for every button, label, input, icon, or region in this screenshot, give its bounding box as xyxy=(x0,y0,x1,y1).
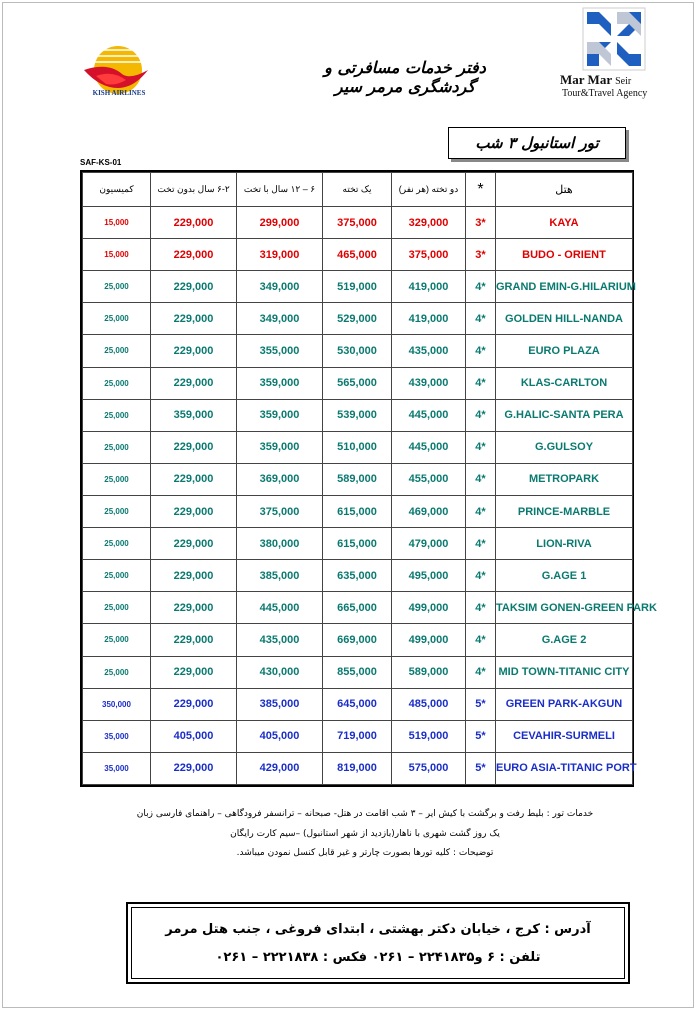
cell-child-2-6: 229,000 xyxy=(151,271,237,303)
cell-double: 499,000 xyxy=(392,624,466,656)
address-inner xyxy=(131,907,625,979)
cell-commission: 25,000 xyxy=(83,528,151,560)
cell-child-6-12: 435,000 xyxy=(237,624,323,656)
table-row xyxy=(83,656,633,688)
cell-single: 565,000 xyxy=(323,367,392,399)
cell-double: 485,000 xyxy=(392,688,466,720)
agency-name-main: Mar Mar xyxy=(560,72,612,87)
cell-child-2-6: 405,000 xyxy=(151,720,237,752)
cell-commission: 25,000 xyxy=(83,271,151,303)
cell-star: 5* xyxy=(466,752,496,784)
cell-single: 719,000 xyxy=(323,720,392,752)
cell-child-6-12: 359,000 xyxy=(237,399,323,431)
cell-child-2-6: 229,000 xyxy=(151,560,237,592)
cell-single: 539,000 xyxy=(323,399,392,431)
table-row xyxy=(83,720,633,752)
cell-child-2-6: 229,000 xyxy=(151,495,237,527)
cell-child-6-12: 430,000 xyxy=(237,656,323,688)
cell-child-2-6: 229,000 xyxy=(151,624,237,656)
cell-star: 4* xyxy=(466,463,496,495)
cell-single: 615,000 xyxy=(323,495,392,527)
cell-star: 4* xyxy=(466,560,496,592)
table-row xyxy=(83,528,633,560)
cell-child-6-12: 299,000 xyxy=(237,207,323,239)
cell-child-6-12: 319,000 xyxy=(237,239,323,271)
cell-double: 329,000 xyxy=(392,207,466,239)
cell-child-6-12: 445,000 xyxy=(237,592,323,624)
tour-code: SAF-KS-01 xyxy=(80,158,122,167)
cell-double: 469,000 xyxy=(392,495,466,527)
cell-hotel: KAYA xyxy=(496,207,633,239)
cell-commission: 25,000 xyxy=(83,399,151,431)
cell-hotel: GRAND EMIN-G.HILARIUM xyxy=(496,271,633,303)
address-line: آدرس : کرج ، خیابان دکتر بهشتی ، ابتدای فروغی ، جنب هتل مرمر xyxy=(165,922,591,937)
table-row xyxy=(83,560,633,592)
cell-child-6-12: 429,000 xyxy=(237,752,323,784)
cell-child-6-12: 380,000 xyxy=(237,528,323,560)
cell-hotel: G.GULSOY xyxy=(496,431,633,463)
cell-star: 4* xyxy=(466,592,496,624)
cell-child-2-6: 229,000 xyxy=(151,367,237,399)
cell-star: 4* xyxy=(466,303,496,335)
cell-commission: 25,000 xyxy=(83,560,151,592)
cell-single: 645,000 xyxy=(323,688,392,720)
cell-single: 375,000 xyxy=(323,207,392,239)
cell-commission: 25,000 xyxy=(83,335,151,367)
cell-double: 575,000 xyxy=(392,752,466,784)
cell-child-6-12: 349,000 xyxy=(237,303,323,335)
agency-name-suffix: Seir xyxy=(615,76,632,87)
cell-hotel: METROPARK xyxy=(496,463,633,495)
cell-single: 589,000 xyxy=(323,463,392,495)
agency-subtitle: Tour&Travel Agency xyxy=(562,88,648,99)
cell-child-6-12: 385,000 xyxy=(237,560,323,592)
table-row xyxy=(83,239,633,271)
cell-child-2-6: 359,000 xyxy=(151,399,237,431)
cell-child-6-12: 369,000 xyxy=(237,463,323,495)
cell-commission: 25,000 xyxy=(83,367,151,399)
cell-commission: 25,000 xyxy=(83,431,151,463)
cell-double: 519,000 xyxy=(392,720,466,752)
cell-double: 499,000 xyxy=(392,592,466,624)
cell-child-6-12: 355,000 xyxy=(237,335,323,367)
cell-star: 3* xyxy=(466,207,496,239)
cell-child-6-12: 359,000 xyxy=(237,431,323,463)
cell-star: 4* xyxy=(466,367,496,399)
cell-double: 479,000 xyxy=(392,528,466,560)
services-line-1: خدمات تور : بلیط رفت و برگشت با کیش ایر – ۳ شب اقامت در هتل- صبحانه – ترانسفر فرودگاهی – راهنمای فارسی زبان xyxy=(136,809,594,819)
cell-commission: 25,000 xyxy=(83,656,151,688)
cell-star: 5* xyxy=(466,720,496,752)
cell-child-2-6: 229,000 xyxy=(151,688,237,720)
cell-double: 419,000 xyxy=(392,271,466,303)
cell-star: 4* xyxy=(466,624,496,656)
cell-single: 855,000 xyxy=(323,656,392,688)
cell-star: 3* xyxy=(466,239,496,271)
cell-star: 4* xyxy=(466,399,496,431)
cell-hotel: CEVAHIR-SURMELI xyxy=(496,720,633,752)
cell-single: 529,000 xyxy=(323,303,392,335)
cell-commission: 35,000 xyxy=(83,720,151,752)
price-table-grid xyxy=(82,172,657,785)
cell-hotel: G.HALIC-SANTA PERA xyxy=(496,399,633,431)
table-row xyxy=(83,592,633,624)
cell-hotel: EURO ASIA-TITANIC PORT xyxy=(496,752,633,784)
cell-hotel: G.AGE 2 xyxy=(496,624,633,656)
cell-hotel: KLAS-CARLTON xyxy=(496,367,633,399)
cell-child-2-6: 229,000 xyxy=(151,528,237,560)
cell-double: 445,000 xyxy=(392,431,466,463)
cell-single: 669,000 xyxy=(323,624,392,656)
cell-child-2-6: 229,000 xyxy=(151,303,237,335)
cell-double: 375,000 xyxy=(392,239,466,271)
cell-child-2-6: 229,000 xyxy=(151,463,237,495)
cell-single: 510,000 xyxy=(323,431,392,463)
cell-commission: 350,000 xyxy=(83,688,151,720)
cell-child-6-12: 375,000 xyxy=(237,495,323,527)
cell-commission: 25,000 xyxy=(83,303,151,335)
cell-child-2-6: 229,000 xyxy=(151,239,237,271)
cell-single: 519,000 xyxy=(323,271,392,303)
table-row xyxy=(83,335,633,367)
cell-star: 4* xyxy=(466,528,496,560)
cell-child-6-12: 359,000 xyxy=(237,367,323,399)
cell-double: 419,000 xyxy=(392,303,466,335)
table-row xyxy=(83,463,633,495)
cell-hotel: PRINCE-MARBLE xyxy=(496,495,633,527)
cell-child-6-12: 405,000 xyxy=(237,720,323,752)
header-child-2-6: ۶-۲ سال بدون تخت xyxy=(151,173,237,207)
cell-single: 665,000 xyxy=(323,592,392,624)
cell-star: 4* xyxy=(466,431,496,463)
header-hotel: هتل xyxy=(496,173,633,207)
phone-fax-line: تلفن : ۶ و۲۲۴۱۸۳۵ – ۰۲۶۱ فکس : ۲۲۲۱۸۳۸ – ۰۲۶۱ xyxy=(215,950,541,965)
cell-hotel: MID TOWN-TITANIC CITY xyxy=(496,656,633,688)
table-row xyxy=(83,752,633,784)
price-table xyxy=(80,170,657,787)
cell-hotel: GREEN PARK-AKGUN xyxy=(496,688,633,720)
cell-hotel: BUDO - ORIENT xyxy=(496,239,633,271)
cell-hotel: LION-RIVA xyxy=(496,528,633,560)
cell-child-2-6: 229,000 xyxy=(151,431,237,463)
cell-commission: 25,000 xyxy=(83,624,151,656)
cell-star: 4* xyxy=(466,495,496,527)
cell-double: 435,000 xyxy=(392,335,466,367)
cell-child-2-6: 229,000 xyxy=(151,656,237,688)
cell-child-2-6: 229,000 xyxy=(151,207,237,239)
cell-star: 4* xyxy=(466,335,496,367)
cell-star: 4* xyxy=(466,656,496,688)
cell-hotel: EURO PLAZA xyxy=(496,335,633,367)
table-header-row xyxy=(83,173,633,207)
header-star: * xyxy=(466,173,496,207)
table-row xyxy=(83,624,633,656)
cell-double: 445,000 xyxy=(392,399,466,431)
header-double: دو تخته (هر نفر) xyxy=(392,173,466,207)
table-row xyxy=(83,495,633,527)
cell-child-6-12: 349,000 xyxy=(237,271,323,303)
cell-single: 819,000 xyxy=(323,752,392,784)
address-box xyxy=(126,902,630,984)
cell-hotel: TAKSIM GONEN-GREEN PARK xyxy=(496,592,633,624)
table-row xyxy=(83,303,633,335)
agency-name xyxy=(560,72,672,88)
cell-double: 589,000 xyxy=(392,656,466,688)
cell-commission: 25,000 xyxy=(83,495,151,527)
cell-single: 530,000 xyxy=(323,335,392,367)
header-single: یک تخته xyxy=(323,173,392,207)
services-line-3: توضیحات : کلیه تورها بصورت چارتر و غیر قابل کنسل نمودن میباشد. xyxy=(236,848,494,858)
tour-services xyxy=(100,805,630,864)
table-row xyxy=(83,367,633,399)
tour-title: تور استانبول ۳ شب xyxy=(448,127,626,159)
cell-hotel: GOLDEN HILL-NANDA xyxy=(496,303,633,335)
cell-commission: 15,000 xyxy=(83,239,151,271)
table-row xyxy=(83,399,633,431)
table-row xyxy=(83,688,633,720)
cell-commission: 35,000 xyxy=(83,752,151,784)
cell-single: 615,000 xyxy=(323,528,392,560)
cell-commission: 15,000 xyxy=(83,207,151,239)
cell-double: 439,000 xyxy=(392,367,466,399)
header-child-6-12: ۶ – ۱۲ سال با تخت xyxy=(237,173,323,207)
cell-star: 5* xyxy=(466,688,496,720)
table-row xyxy=(83,271,633,303)
cell-commission: 25,000 xyxy=(83,592,151,624)
header-commission: کمیسیون xyxy=(83,173,151,207)
cell-commission: 25,000 xyxy=(83,463,151,495)
office-title: دفتر خدمات مسافرتی و گردشگری مرمر سیر xyxy=(324,58,486,96)
cell-single: 635,000 xyxy=(323,560,392,592)
cell-child-2-6: 229,000 xyxy=(151,335,237,367)
marmar-logo-icon xyxy=(583,8,645,70)
airline-name: KISH AIRLINES xyxy=(92,89,146,97)
cell-star: 4* xyxy=(466,271,496,303)
cell-double: 455,000 xyxy=(392,463,466,495)
services-line-2: یک روز گشت شهری با ناهار(بازدید از شهر استانبول) –سیم کارت رایگان xyxy=(230,828,500,839)
cell-child-6-12: 385,000 xyxy=(237,688,323,720)
cell-hotel: G.AGE 1 xyxy=(496,560,633,592)
cell-child-2-6: 229,000 xyxy=(151,752,237,784)
table-row xyxy=(83,431,633,463)
table-row xyxy=(83,207,633,239)
cell-child-2-6: 229,000 xyxy=(151,592,237,624)
cell-double: 495,000 xyxy=(392,560,466,592)
cell-single: 465,000 xyxy=(323,239,392,271)
